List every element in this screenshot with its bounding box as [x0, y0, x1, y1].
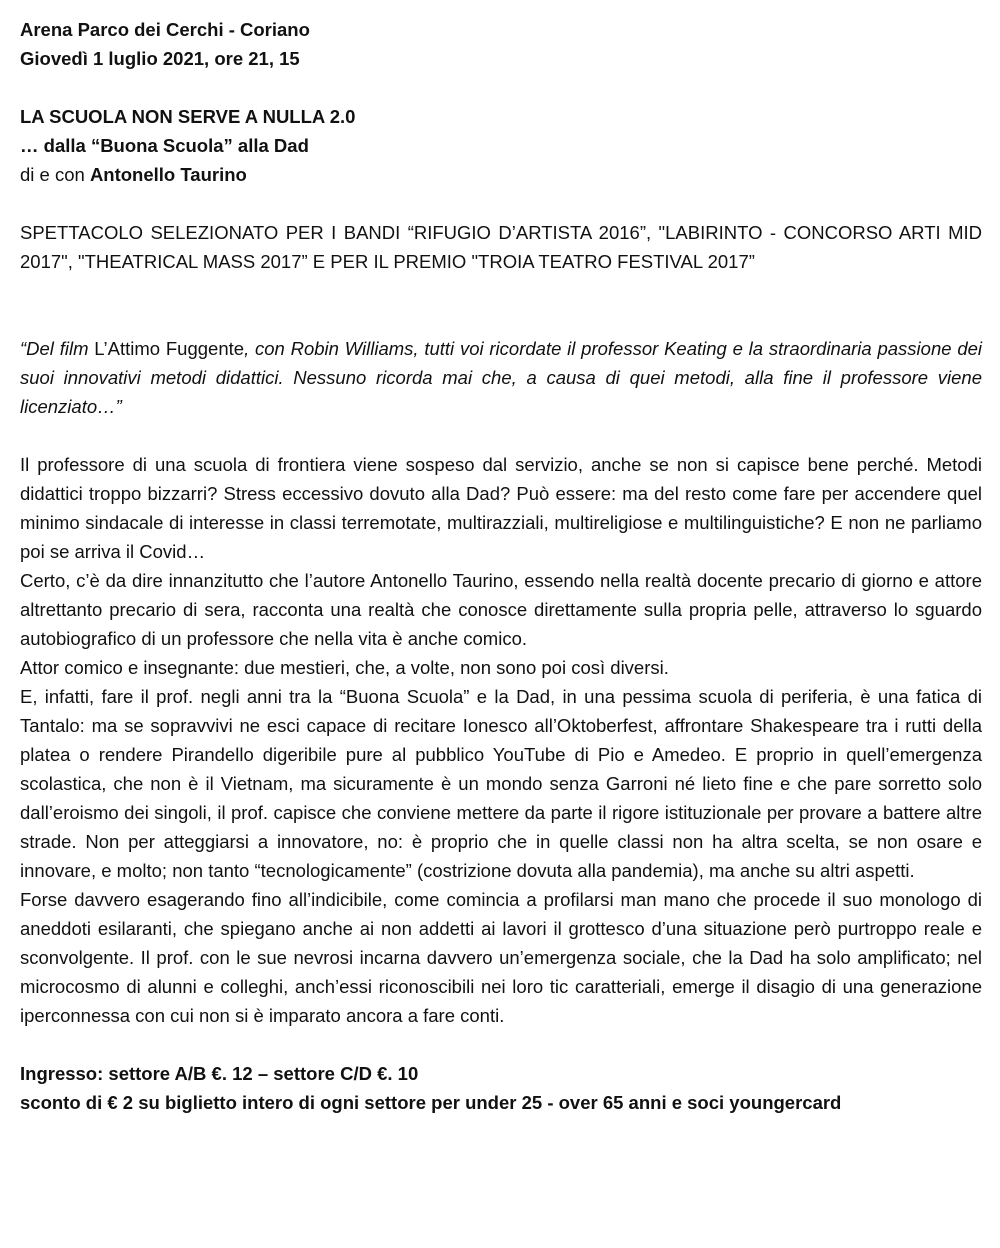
quote-film-title: L’Attimo Fuggente: [94, 338, 245, 359]
spacer: [20, 189, 982, 218]
body-paragraph: Forse davvero esagerando fino all’indicibile, come comincia a profilarsi man mano che procede il suo monologo di aneddoti esilaranti, che spiegano anche ai non addetti ai lavori il grottesco d’una situazione però purtroppo reale e sconvolgente. Il prof. con le sue nevrosi incarna davvero un’emergenza sociale, che la Dad ha solo amplificato; nel microcosmo di alunni e colleghi, anch’essi riconoscibili nei loro tic caratteriali, emerge il disagio di una generazione iperconnessa con cui non si è imparato ancora a fare conti.: [20, 889, 982, 1026]
spacer: [20, 1030, 982, 1059]
quote-part-2: , con Robin Williams, tutti voi ricordate il professor Keating e la straordinaria passione dei suoi innovativi metodi didattici. Nessuno ricorda mai che, a causa di quei metodi, alla fine il professore viene licenziato…”: [20, 338, 983, 417]
show-credit: [20, 160, 982, 189]
body-paragraph: Il professore di una scuola di frontiera viene sospeso dal servizio, anche se non si capisce bene perché. Metodi didattici troppo bizzarri? Stress eccessivo dovuto alla Dad? Può essere: ma del resto come fare per accendere quel minimo sindacale di interesse in classi terremotate, multirazziali, multireligiose e multilinguistiche? E non ne parliamo poi se arriva il Covid…: [20, 454, 982, 562]
show-subtitle: … dalla “Buona Scuola” alla Dad: [20, 135, 309, 156]
ticket-discount: sconto di € 2 su biglietto intero di ogni settore per under 25 - over 65 anni e soci youngercard: [20, 1092, 842, 1113]
spacer: [20, 73, 982, 102]
spacer: [20, 276, 982, 334]
spacer: [20, 421, 982, 450]
quote-part-1: “Del film: [20, 338, 95, 359]
body-paragraph: Certo, c’è da dire innanzitutto che l’autore Antonello Taurino, essendo nella realtà docente precario di giorno e attore altrettanto precario di sera, racconta una realtà che conosce direttamente sulla propria pelle, attraverso lo sguardo autobiografico di un professore che nella vita è anche comico.: [20, 570, 982, 649]
author-name: Antonello Taurino: [89, 164, 247, 185]
ticket-price: Ingresso: settore A/B €. 12 – settore C/D €. 10: [20, 1063, 419, 1084]
body-paragraph: Attor comico e insegnante: due mestieri, che, a volte, non sono poi così diversi.: [20, 657, 669, 678]
event-venue: Arena Parco dei Cerchi - Coriano: [20, 19, 310, 40]
credit-prefix: di e con: [20, 164, 90, 185]
event-date: Giovedì 1 luglio 2021, ore 21, 15: [20, 48, 300, 69]
show-title: LA SCUOLA NON SERVE A NULLA 2.0: [20, 106, 356, 127]
selection-notice: SPETTACOLO SELEZIONATO PER I BANDI “RIFUGIO D’ARTISTA 2016”, "LABIRINTO - CONCORSO ARTI MID 2017", "THEATRICAL MASS 2017” E PER IL PREMIO "TROIA TEATRO FESTIVAL 2017”: [20, 222, 982, 272]
body-paragraph: E, infatti, fare il prof. negli anni tra la “Buona Scuola” e la Dad, in una pessima scuola di periferia, è una fatica di Tantalo: ma se sopravvivi ne esci capace di recitare Ionesco all’Oktoberfest, affrontare Shakespeare tra i rutti della platea o rendere Pirandello digeribile pure al pubblico YouTube di Pio e Amedeo. E proprio in quell’emergenza scolastica, che non è il Vietnam, ma sicuramente è un mondo senza Garroni né lieto fine e che pare sorretto solo dall’eroismo dei singoli, il prof. capisce che conviene mettere da parte il rigore istituzionale per provare a battere altre strade. Non per atteggiarsi a innovatore, no: è proprio che in quelle classi non ha altra scelta, se non osare e innovare, e molto; non tanto “tecnologicamente” (costrizione dovuta alla pandemia), ma anche su altri aspetti.: [20, 686, 982, 881]
quote-paragraph: [20, 334, 982, 421]
